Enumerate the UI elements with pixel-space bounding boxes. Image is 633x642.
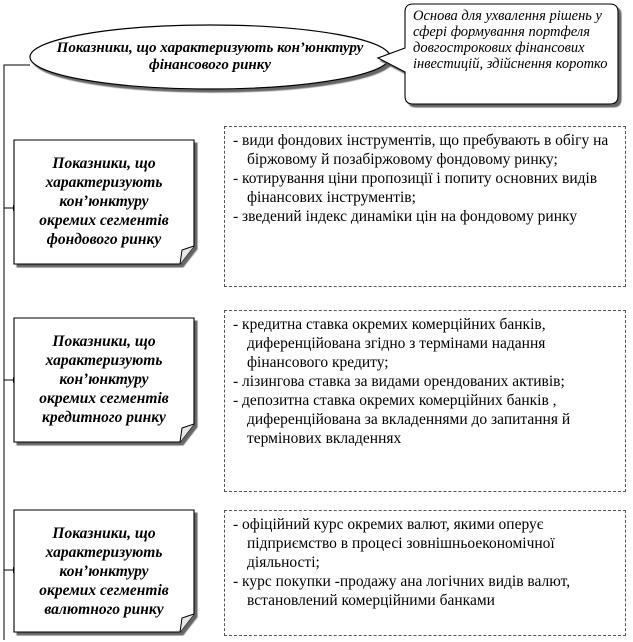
detail-box-credit-market bbox=[224, 310, 626, 492]
segment-title-line: Показники, що bbox=[52, 332, 156, 350]
segment-title-line: валютного ринку bbox=[44, 600, 164, 618]
detail-item: - лізингова ставка за видами орендованих активів; bbox=[233, 372, 619, 391]
detail-item: - котирування ціни пропозиції і попиту основних видів фінансових інструментів; bbox=[233, 169, 619, 207]
segment-title-line: кон’юнктуру bbox=[59, 562, 149, 580]
segment-title-line: окремих сегментів bbox=[39, 211, 169, 229]
segment-title-line: Показники, що bbox=[52, 524, 156, 542]
detail-box-currency-market bbox=[224, 510, 626, 636]
segment-box-currency-market bbox=[16, 512, 192, 630]
segment-title-line: фондового ринку bbox=[46, 230, 162, 248]
segment-title-line: кон’юнктуру bbox=[59, 370, 149, 388]
segment-title-line: окремих сегментів bbox=[39, 581, 169, 599]
detail-item: - депозитна ставка окремих комерційних банків , диференційована за вкладеннями до запитання й термінових вкладеннях bbox=[233, 391, 619, 448]
detail-item: - зведений індекс динаміки цін на фондовому ринку bbox=[233, 207, 619, 226]
detail-item: - види фондових інструментів, що пребувають в обігу на біржовому й позабіржовому фондовому ринку; bbox=[233, 131, 619, 169]
segment-title-line: характеризують bbox=[45, 543, 163, 561]
segment-title-line: окремих сегментів bbox=[39, 389, 169, 407]
detail-item: - кредитна ставка окремих комерційних банків, диференційована згідно з термінами надання фінансового кредиту; bbox=[233, 315, 619, 372]
segment-title-line: кредитного ринку bbox=[42, 408, 166, 426]
detail-item: - офіційний курс окремих валют, якими оперує підприємство в процесі зовнішньоекономічної діяльності; bbox=[233, 515, 619, 572]
segment-box-credit-market bbox=[16, 320, 192, 438]
segment-title-line: характеризують bbox=[45, 351, 163, 369]
segment-title-line: Показники, що bbox=[52, 154, 156, 172]
detail-box-stock-market bbox=[224, 126, 626, 287]
segment-box-stock-market bbox=[16, 142, 192, 260]
detail-item: - курс покупки -продажу ана логічних видів валют, встановлений комерційними банками bbox=[233, 572, 619, 610]
segment-title-line: кон’юнктуру bbox=[59, 192, 149, 210]
header-title: Показники, що характеризують кон’юнктуру фінансового ринку bbox=[56, 40, 364, 73]
segment-title-line: характеризують bbox=[45, 173, 163, 191]
callout-text: Основа для ухвалення рішень у сфері формування портфеля довгострокових фінансових інвестицій, здійснення коротко bbox=[413, 8, 608, 72]
